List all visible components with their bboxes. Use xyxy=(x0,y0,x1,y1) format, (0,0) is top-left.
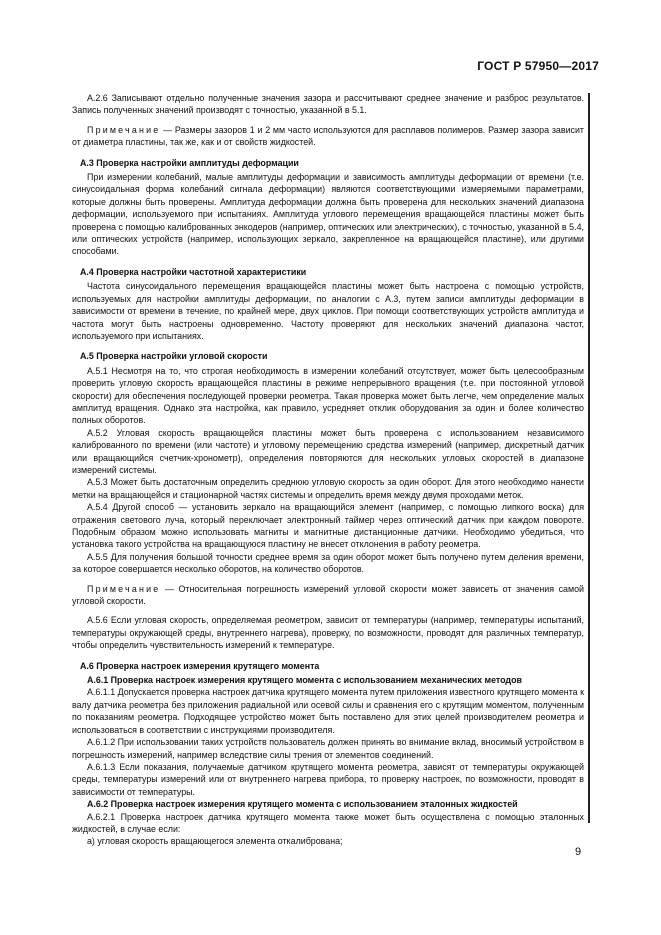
paragraph-a5-3: А.5.3 Может быть достаточным определить среднюю угловую скорость за один оборот. Для этого необходимо нанести метки на вращающейся и стационарной частях системы и определить время между двумя проходами меток. xyxy=(72,477,584,500)
note-text: — Размеры зазоров 1 и 2 мм часто используются для расплавов полимеров. Размер зазора зависит от диаметра пластины, так же, как и от свойств жидкостей. xyxy=(72,124,584,148)
paragraph-a5-2: А.5.2 Угловая скорость вращающейся пластины может быть проверена с использованием независимого калиброванного по времени (или частоте) и угловому перемещению средства измерений (например, дискретный датчик или вращающийся счетчик-хронометр), определения повторяются для нескольких угловых скоростей в диапазоне измерений системы. xyxy=(72,427,584,475)
paragraph-a6-2-1: А.6.2.1 Проверка настроек датчика крутящего момента также может быть осуществлена с помощью эталонных жидкостей, в случае если: xyxy=(72,811,584,834)
note-label: Примечание xyxy=(87,583,161,594)
paragraph-a5-6: А.5.6 Если угловая скорость, определяемая реометром, зависит от температуры (например, температуры испытаний, температуры окружающей среды, внутреннего нагрева), проверку, по возможности, проводят для различных температур, чтобы определить чувствительность измерений к температуре. xyxy=(72,615,584,651)
heading-a6: А.6 Проверка настроек измерения крутящего момента xyxy=(80,660,320,671)
paragraph-a4: Частота синусоидального перемещения вращающейся пластины может быть настроена с помощью устройств, используемых для настройки амплитуды деформации, по аналогии с А.3, путем записи амплитуды деформации в зависимости от времени в течение, по крайней мере, двух циклов. При помощи соответствующих устройств амплитуда и частота могут быть настроены одновременно. Частоту проверяют для нескольких значений диапазона частот, используемого при испытаниях. xyxy=(72,281,584,341)
note-text: — Относительная погрешность измерений угловой скорости может зависеть от значения самой угловой скорости. xyxy=(72,583,584,607)
paragraph-a2-6: А.2.6 Записывают отдельно полученные значения зазора и рассчитывают среднее значение и разброс результатов. Запись полученных значений производят с точностью, указанной в 5.1. xyxy=(72,93,584,116)
heading-a6-1: А.6.1 Проверка настроек измерения крутящего момента с использованием механических методов xyxy=(87,675,522,686)
heading-a5: А.5 Проверка настройки угловой скорости xyxy=(80,351,268,362)
list-item-a: а) угловая скорость вращающегося элемента откалибрована; xyxy=(87,836,343,847)
paragraph-a3: При измерении колебаний, малые амплитуды деформации и зависимость амплитуды деформации от времени (т.е. синусоидальная форма колебаний сигнала деформации) являются соответствующими измеряемыми параметрами, которые должны быть проверены. Амплитуда деформации должна быть проверена для нескольких значений диапазона деформации, используемого при испытаниях. Амплитуда углового перемещения вращающейся пластины может быть проверена с помощью калиброванных энкодеров (например, оптических или электрических), с точностью, указанной в 5.4, или оптических устройств (например, использующих зеркало, закрепленное на вращающейся пластине), или другими способами. xyxy=(72,172,584,257)
heading-a6-2: А.6.2 Проверка настроек измерения крутящего момента с использованием эталонных жидкостей xyxy=(87,799,518,810)
document-body xyxy=(72,92,584,848)
paragraph-a5-5: А.5.5 Для получения большой точности среднее время за один оборот может быть получено путем деления времени, за которое совершается несколько оборотов, на количество оборотов. xyxy=(72,551,584,575)
note-1 xyxy=(72,124,584,149)
heading-a4: А.4 Проверка настройки частотной характеристики xyxy=(80,266,307,277)
paragraph-a6-1-2: А.6.1.2 При использовании таких устройств пользователь должен принять во внимание вклад, вносимый устройством в погрешность измерений, например вследствие силы трения от элементов соединений. xyxy=(72,737,584,760)
page-number: 9 xyxy=(575,846,582,858)
paragraph-a5-1: А.5.1 Несмотря на то, что строгая необходимость в измерении колебаний отсутствует, может быть целесообразным проверить угловую скорость вращающейся пластины в режиме непрерывного вращения (т.е. при постоянной угловой скорости) для обеспечения последующей проверки реометра. Такая проверка может быть легче, чем определение малых амплитуд вращения. Однако эта настройка, как правило, усредняет отклик оборудования за один и более количество полных оборотов. xyxy=(72,365,584,426)
paragraph-a6-1-1: А.6.1.1 Допускается проверка настроек датчика крутящего момента путем приложения известного крутящего момента к валу датчика реометра без приложения радиальной или осевой силы и сравнения его с крутящим моментом, полученным по показаниям реометра. Подходящее устройство может быть поставлено для этих целей производителем реометра и использоваться в соответствии с инструкциями производителя. xyxy=(72,687,584,735)
standard-code: ГОСТ Р 57950—2017 xyxy=(477,59,599,73)
paragraph-a5-4: А.5.4 Другой способ — установить зеркало на вращающийся элемент (например, с помощью липкого воска) для отражения светового луча, который переключает электронный таймер через оптический датчик при каждом повороте. Подобным образом можно использовать магниты и магнитные дистанционные датчики. Необходимо убедиться, что установка такого устройства на вращающуюся пластину не внесет отклонения в работу реометра. xyxy=(72,502,584,550)
note-2 xyxy=(72,583,584,608)
paragraph-a6-1-3: А.6.1.3 Если показания, получаемые датчиком крутящего момента реометра, зависят от температуры окружающей среды, температуры измерений или от внутреннего нагрева прибора, то проверку настроек, по возможности, проводят в зависимости от температуры. xyxy=(72,761,584,797)
heading-a3: А.3 Проверка настройки амплитуды деформации xyxy=(80,157,299,168)
change-bar xyxy=(588,93,590,823)
note-label: Примечание xyxy=(87,124,161,135)
